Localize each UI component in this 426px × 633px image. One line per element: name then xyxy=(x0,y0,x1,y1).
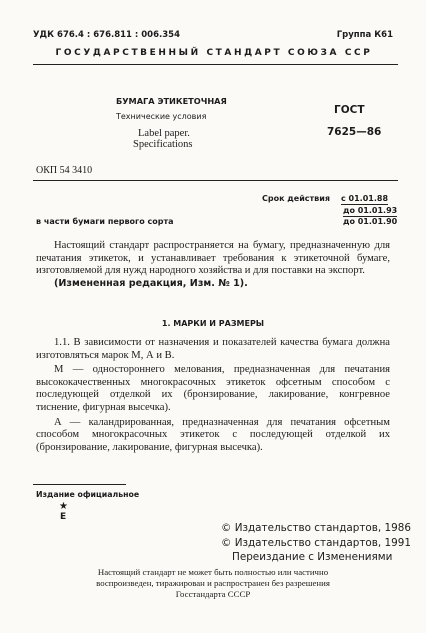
star-icon: ★ xyxy=(59,501,68,512)
validity-to-1: до 01.01.93 xyxy=(343,206,398,215)
standard-line: ГОСУДАРСТВЕННЫЙ СТАНДАРТ СОЮЗА ССР xyxy=(55,48,373,58)
clause-1-1: 1.1. В зависимости от назначения и показателей качества бумага должна изготовляться марок М, А и В. xyxy=(36,337,390,361)
okp-code: ОКП 54 3410 xyxy=(36,165,93,176)
intro-section xyxy=(36,240,390,290)
copyright-1991: © Издательство стандартов, 1991 xyxy=(221,537,411,549)
title-divider xyxy=(33,180,398,181)
validity-to-2: до 01.01.90 xyxy=(343,217,398,226)
gost-number: 7625—86 xyxy=(327,126,382,138)
document-subtitle: Технические условия xyxy=(116,112,207,121)
copy-notice-line-2: воспроизведен, тиражирован и распространен без разрешения xyxy=(96,578,330,588)
letter-e: Е xyxy=(60,512,67,522)
copy-notice-line-1: Настоящий стандарт не может быть полностью или частично xyxy=(97,567,329,577)
grade-m-description: М — одностороннего мелования, предназначенная для печатания высококачественных многокрасочных этикеток офсетным способом с последующей отделкой их (бронзирование, лакирование, конгревное тиснение, фигурная высечка). xyxy=(36,364,390,413)
section-heading: 1. МАРКИ И РАЗМЕРЫ xyxy=(161,319,265,328)
section-1-body xyxy=(36,337,390,454)
validity-label: Срок действия xyxy=(262,194,330,203)
official-edition: Издание официальное xyxy=(36,490,140,499)
first-grade-label: в части бумаги первого сорта xyxy=(36,217,174,226)
title-english: Label paper. xyxy=(138,128,190,139)
amendment-note: (Измененная редакция, Изм. № 1). xyxy=(54,277,248,289)
subtitle-english: Specifications xyxy=(133,139,193,150)
intro-paragraph: Настоящий стандарт распространяется на бумагу, предназначенную для печатания этикеток, и устанавливает требования к этикеточной бумаге, изготовляемой для нужд народного хозяйства и для поставки на экспорт. xyxy=(36,240,390,277)
udk-code: УДК 676.4 : 676.811 : 006.354 xyxy=(33,30,180,40)
copyright-1986: © Издательство стандартов, 1986 xyxy=(221,522,411,534)
footer-divider xyxy=(33,484,126,485)
header-divider xyxy=(33,64,398,65)
group-code: Группа К61 xyxy=(336,30,393,40)
copy-notice-line-3: Госстандарта СССР xyxy=(175,589,251,599)
document-title: БУМАГА ЭТИКЕТОЧНАЯ xyxy=(116,96,227,106)
validity-from: с 01.01.88 xyxy=(341,194,389,203)
reissue-note: Переиздание с Изменениями xyxy=(232,551,393,563)
grade-a-description: А — каландрированная, предназначенная для печатания офсетным способом многокрасочных этикеток с последующей отделкой их (бронзирование, лакирование, фигурная высечка). xyxy=(36,416,390,453)
gost-label: ГОСТ xyxy=(334,104,365,116)
